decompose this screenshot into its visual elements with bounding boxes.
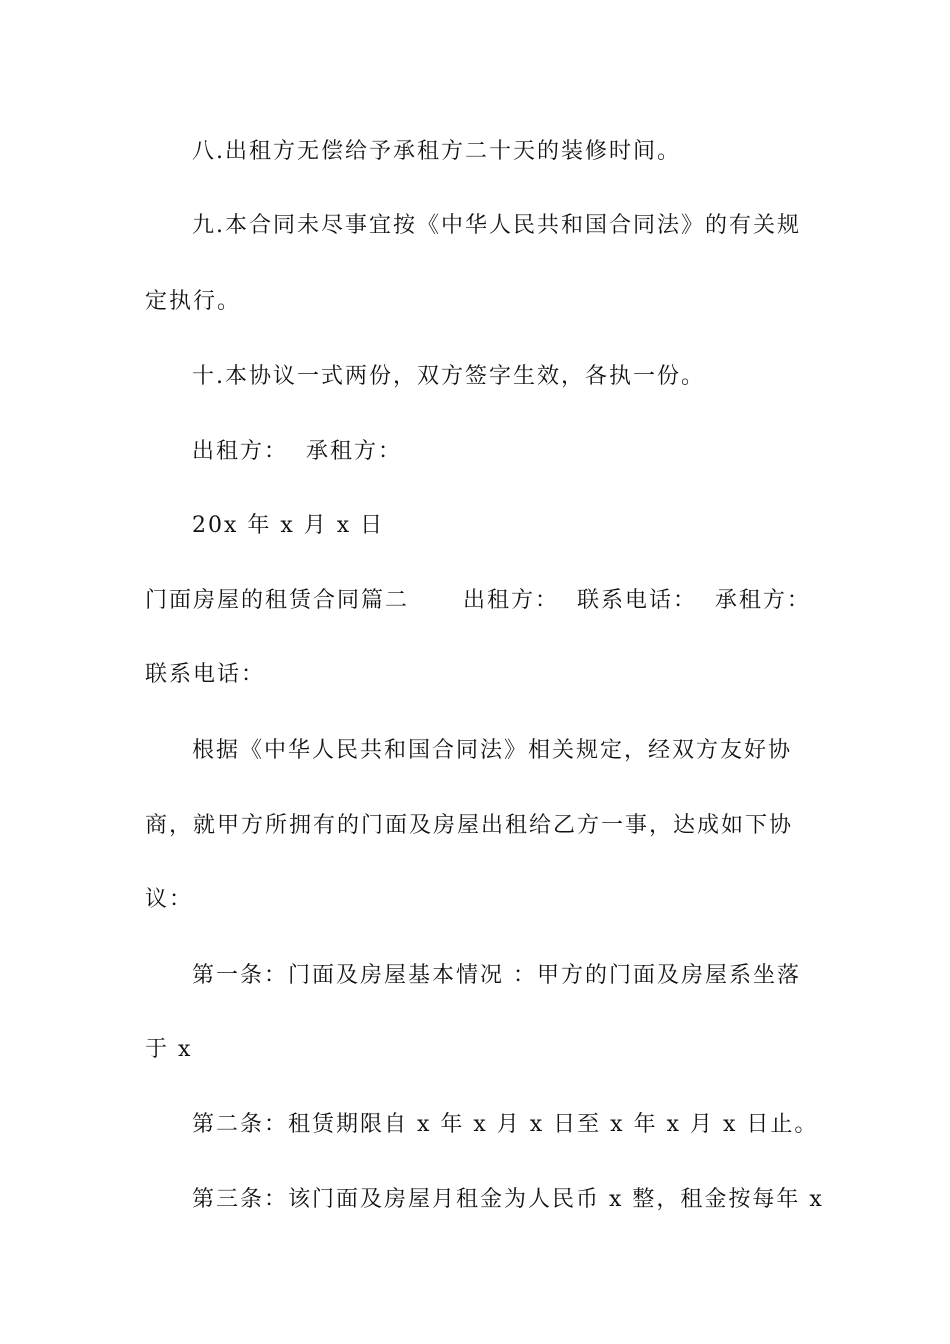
- preamble-text: 根据《中华人民共和国合同法》相关规定，经双方友好协: [192, 738, 793, 763]
- contact-phone-line: 联系电话：: [145, 662, 266, 687]
- signature-line: 出租方： 承租方：: [192, 439, 402, 464]
- article-3-text: 第三条：该门面及房屋月租金为人民币 x 整，租金按每年 x: [192, 1187, 824, 1212]
- date-line: 20x 年 x 月 x 日: [192, 513, 385, 538]
- preamble-end: 议：: [145, 887, 194, 912]
- clause-9-continuation: 定执行。: [145, 289, 242, 314]
- preamble-continuation: 商，就甲方所拥有的门面及房屋出租给乙方一事，达成如下协: [145, 813, 794, 838]
- article-1-text: 第一条：门面及房屋基本情况 ：甲方的门面及房屋系坐落: [192, 963, 801, 988]
- contract-heading-line: 门面房屋的租赁合同篇二 出租方： 联系电话： 承租方：: [145, 588, 811, 613]
- article-2-text: 第二条：租赁期限自 x 年 x 月 x 日至 x 年 x 月 x 日止。: [192, 1112, 819, 1137]
- article-1-continuation: 于 x: [145, 1037, 193, 1062]
- clause-10-text: 十.本协议一式两份，双方签字生效，各执一份。: [192, 364, 705, 389]
- clause-8-text: 八.出租方无偿给予承租方二十天的装修时间。: [192, 139, 681, 164]
- clause-9-text: 九.本合同未尽事宜按《中华人民共和国合同法》的有关规: [192, 213, 801, 238]
